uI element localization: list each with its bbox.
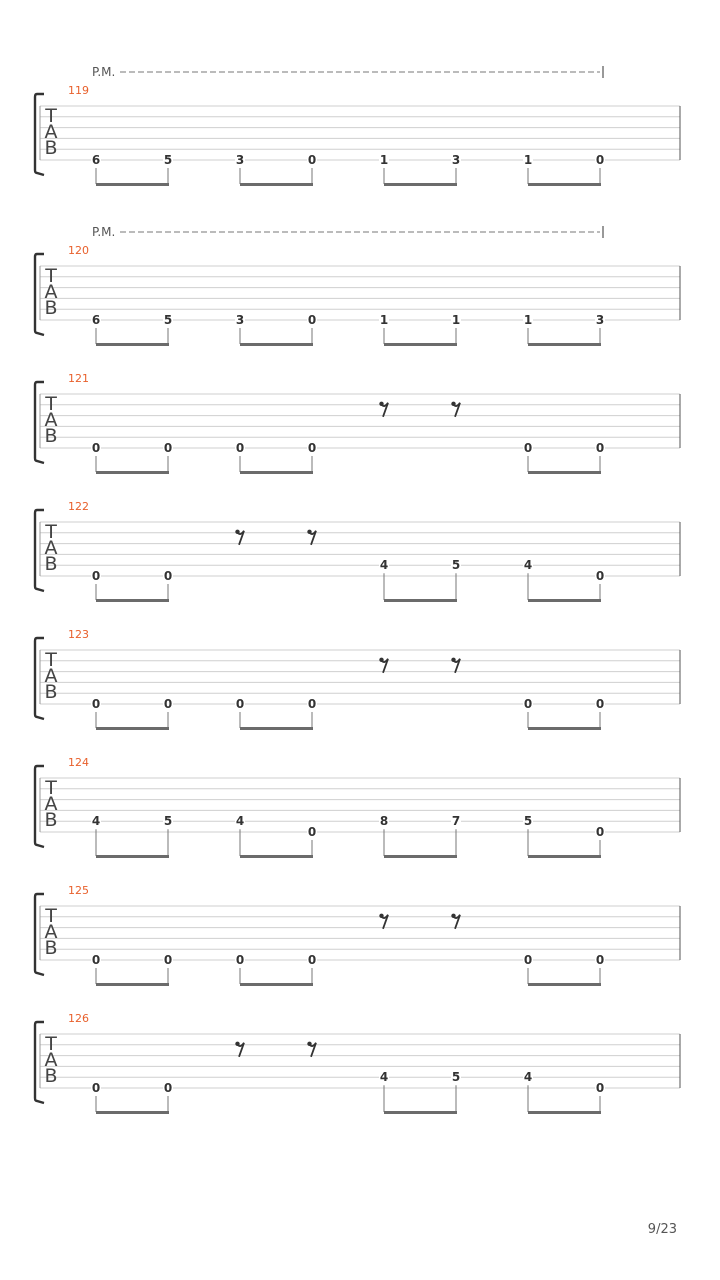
tab-letter-a: A	[44, 121, 58, 143]
fret-number: 3	[235, 313, 245, 327]
beam	[240, 727, 313, 730]
system-119	[35, 65, 680, 186]
tab-letter-t: T	[45, 905, 57, 927]
tab-letter-t: T	[45, 1033, 57, 1055]
system-124	[35, 756, 680, 858]
measure-number: 121	[68, 372, 89, 385]
tab-letter-a: A	[44, 921, 58, 943]
fret-number: 0	[523, 953, 533, 967]
tab-letter-b: B	[44, 553, 58, 575]
beam	[384, 343, 457, 346]
beam	[240, 983, 313, 986]
beam	[528, 727, 601, 730]
fret-number: 6	[91, 153, 101, 167]
fret-number: 1	[379, 153, 389, 167]
eighth-rest-dot	[451, 658, 455, 662]
measure-number: 123	[68, 628, 89, 641]
tab-letter-b: B	[44, 425, 58, 447]
tab-letter-b: B	[44, 137, 58, 159]
tab-letter-a: A	[44, 281, 58, 303]
fret-number: 0	[595, 153, 605, 167]
fret-number: 3	[595, 313, 605, 327]
fret-number: 0	[235, 441, 245, 455]
fret-number: 1	[523, 153, 533, 167]
beam	[96, 983, 169, 986]
fret-number: 6	[91, 313, 101, 327]
fret-number: 5	[163, 313, 173, 327]
beam	[528, 1111, 601, 1114]
system-125	[35, 884, 680, 986]
beam	[528, 983, 601, 986]
tab-letter-t: T	[45, 649, 57, 671]
eighth-rest-dot	[451, 402, 455, 406]
palm-mute-label: P.M.	[92, 225, 116, 239]
fret-number: 0	[307, 313, 317, 327]
beam	[384, 183, 457, 186]
fret-number: 7	[451, 814, 461, 829]
fret-number: 0	[307, 697, 317, 711]
beam	[240, 471, 313, 474]
fret-number: 4	[379, 558, 389, 573]
tab-letter-a: A	[44, 665, 58, 687]
beam	[528, 471, 601, 474]
tab-letter-t: T	[45, 265, 57, 287]
eighth-rest-dot	[379, 658, 383, 662]
tab-letter-a: A	[44, 409, 58, 431]
fret-number: 0	[235, 697, 245, 711]
measure-number: 119	[68, 84, 89, 97]
fret-number: 3	[451, 153, 461, 167]
page-number: 9/23	[647, 1222, 677, 1237]
beam	[240, 855, 313, 858]
tab-letter-t: T	[45, 521, 57, 543]
fret-number: 4	[379, 1070, 389, 1085]
system-123	[35, 628, 680, 730]
fret-number: 5	[163, 153, 173, 167]
fret-number: 5	[451, 558, 461, 573]
beam	[96, 471, 169, 474]
eighth-rest-dot	[307, 530, 311, 534]
beam	[96, 599, 169, 602]
beam	[96, 1111, 169, 1114]
fret-number: 4	[523, 558, 533, 573]
tab-letter-a: A	[44, 793, 58, 815]
palm-mute-label: P.M.	[92, 65, 116, 79]
beam	[96, 855, 169, 858]
system-120	[35, 225, 680, 346]
fret-number: 0	[523, 697, 533, 711]
eighth-rest-dot	[235, 1042, 239, 1046]
tab-letter-t: T	[45, 393, 57, 415]
fret-number: 0	[91, 441, 101, 455]
tab-letter-b: B	[44, 809, 58, 831]
fret-number: 0	[307, 153, 317, 167]
measure-number: 125	[68, 884, 89, 897]
fret-number: 4	[91, 814, 101, 829]
beam	[528, 855, 601, 858]
system-121	[35, 372, 680, 474]
fret-number: 0	[595, 953, 605, 967]
tab-letter-a: A	[44, 537, 58, 559]
fret-number: 0	[163, 441, 173, 455]
fret-number: 0	[307, 953, 317, 967]
tab-letter-b: B	[44, 297, 58, 319]
fret-number: 0	[595, 697, 605, 711]
fret-number: 0	[523, 441, 533, 455]
beam	[528, 599, 601, 602]
fret-number: 0	[91, 953, 101, 967]
measure-number: 122	[68, 500, 89, 513]
eighth-rest-dot	[307, 1042, 311, 1046]
fret-number: 0	[163, 1081, 173, 1095]
system-122	[35, 500, 680, 602]
fret-number: 3	[235, 153, 245, 167]
fret-number: 0	[595, 441, 605, 455]
fret-number: 0	[163, 569, 173, 583]
beam	[528, 343, 601, 346]
measure-number: 124	[68, 756, 89, 769]
beam	[384, 599, 457, 602]
system-126	[35, 1012, 680, 1114]
fret-number: 0	[595, 1081, 605, 1095]
beam	[528, 183, 601, 186]
fret-number: 5	[163, 814, 173, 829]
fret-number: 0	[235, 953, 245, 967]
tab-letter-t: T	[45, 777, 57, 799]
fret-number: 5	[451, 1070, 461, 1085]
tab-letter-t: T	[45, 105, 57, 127]
measure-number: 120	[68, 244, 89, 257]
beam	[96, 343, 169, 346]
beam	[240, 343, 313, 346]
measure-number: 126	[68, 1012, 89, 1025]
fret-number: 0	[307, 825, 317, 839]
fret-number: 0	[595, 569, 605, 583]
fret-number: 8	[379, 814, 389, 829]
fret-number: 5	[523, 814, 533, 829]
fret-number: 0	[595, 825, 605, 839]
fret-number: 1	[379, 313, 389, 327]
beam	[240, 183, 313, 186]
fret-number: 1	[523, 313, 533, 327]
fret-number: 4	[523, 1070, 533, 1085]
fret-number: 0	[163, 697, 173, 711]
fret-number: 0	[91, 697, 101, 711]
beam	[96, 183, 169, 186]
fret-number: 0	[91, 1081, 101, 1095]
fret-number: 1	[451, 313, 461, 327]
beam	[96, 727, 169, 730]
fret-number: 0	[91, 569, 101, 583]
tab-letter-b: B	[44, 1065, 58, 1087]
eighth-rest-dot	[235, 530, 239, 534]
fret-number: 0	[163, 953, 173, 967]
eighth-rest-dot	[379, 914, 383, 918]
fret-number: 0	[307, 441, 317, 455]
tab-letter-a: A	[44, 1049, 58, 1071]
tab-letter-b: B	[44, 937, 58, 959]
fret-number: 4	[235, 814, 245, 829]
eighth-rest-dot	[379, 402, 383, 406]
tab-letter-b: B	[44, 681, 58, 703]
beam	[384, 855, 457, 858]
beam	[384, 1111, 457, 1114]
eighth-rest-dot	[451, 914, 455, 918]
